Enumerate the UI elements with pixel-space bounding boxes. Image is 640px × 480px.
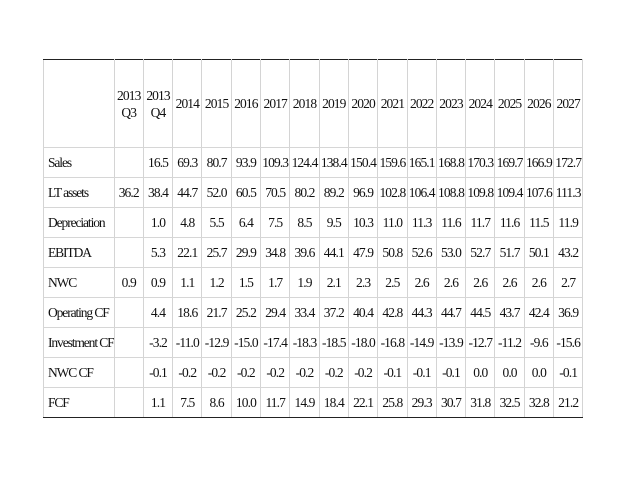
value-cell [114,238,143,268]
value-cell: 1.5 [231,268,260,298]
row-label: Depreciation [44,208,115,238]
value-cell: -18.0 [348,328,377,358]
value-cell: 37.2 [319,298,348,328]
value-cell [114,148,143,178]
value-cell: 52.0 [202,178,231,208]
value-cell: 165.1 [407,148,436,178]
value-cell: -3.2 [143,328,172,358]
table-row [44,208,583,238]
column-header [290,60,319,148]
column-header [173,60,202,148]
column-year: 2013 [146,87,170,103]
value-cell: 2.6 [495,268,524,298]
value-cell: 80.7 [202,148,231,178]
column-year: 2023 [439,96,463,111]
value-cell: 32.8 [524,388,553,418]
value-cell [114,208,143,238]
value-cell: 0.9 [143,268,172,298]
row-label: Sales [44,148,115,178]
value-cell: 5.5 [202,208,231,238]
column-header [554,60,583,148]
value-cell: 107.6 [524,178,553,208]
value-cell: 109.4 [495,178,524,208]
value-cell: 42.4 [524,298,553,328]
value-cell: 44.7 [173,178,202,208]
column-year: 2017 [263,96,287,111]
value-cell: 1.9 [290,268,319,298]
value-cell: 2.6 [466,268,495,298]
value-cell: 2.7 [554,268,583,298]
value-cell: 11.7 [261,388,290,418]
row-label: Investment CF [44,328,115,358]
value-cell [114,358,143,388]
table-row [44,238,583,268]
header-row [44,60,583,148]
value-cell: 2.1 [319,268,348,298]
column-year: 2013 [117,87,141,103]
column-period: Q4 [150,104,166,120]
value-cell: 11.3 [407,208,436,238]
value-cell: 47.9 [348,238,377,268]
value-cell: 38.4 [143,178,172,208]
table-row [44,148,583,178]
value-cell: 159.6 [378,148,407,178]
value-cell: 11.7 [466,208,495,238]
value-cell: 0.9 [114,268,143,298]
value-cell: 8.5 [290,208,319,238]
row-label: NWC [44,268,115,298]
column-year: 2014 [175,96,200,111]
value-cell: 2.6 [407,268,436,298]
value-cell: 53.0 [436,238,465,268]
value-cell: 106.4 [407,178,436,208]
value-cell: 18.4 [319,388,348,418]
value-cell: 44.5 [466,298,495,328]
value-cell: -0.1 [554,358,583,388]
value-cell: 9.5 [319,208,348,238]
column-header [495,60,524,148]
value-cell: -14.9 [407,328,436,358]
value-cell: 11.9 [554,208,583,238]
value-cell: 34.8 [261,238,290,268]
value-cell: -15.0 [231,328,260,358]
column-period: Q3 [121,104,137,120]
value-cell: -0.2 [173,358,202,388]
value-cell: 42.8 [378,298,407,328]
column-header [466,60,495,148]
value-cell: 51.7 [495,238,524,268]
corner-cell [44,60,115,148]
value-cell: -18.3 [290,328,319,358]
value-cell: 108.8 [436,178,465,208]
column-header [348,60,377,148]
table-row [44,268,583,298]
value-cell: -0.2 [348,358,377,388]
value-cell: 31.8 [466,388,495,418]
value-cell: 111.3 [554,178,583,208]
value-cell: 33.4 [290,298,319,328]
value-cell: -13.9 [436,328,465,358]
value-cell: 2.6 [524,268,553,298]
column-year: 2027 [556,96,580,111]
value-cell: -9.6 [524,328,553,358]
table-row [44,358,583,388]
value-cell: 93.9 [231,148,260,178]
value-cell: -15.6 [554,328,583,358]
value-cell: 109.8 [466,178,495,208]
value-cell: -17.4 [261,328,290,358]
column-header [231,60,260,148]
value-cell: -0.2 [231,358,260,388]
table-body [44,148,583,418]
value-cell [114,328,143,358]
column-header [143,60,172,148]
value-cell: 36.2 [114,178,143,208]
value-cell: 10.0 [231,388,260,418]
value-cell: 43.2 [554,238,583,268]
value-cell: 36.9 [554,298,583,328]
row-label: FCF [44,388,115,418]
value-cell [114,388,143,418]
value-cell: 4.8 [173,208,202,238]
value-cell: 1.1 [173,268,202,298]
value-cell: 172.7 [554,148,583,178]
value-cell: 96.9 [348,178,377,208]
value-cell: 32.5 [495,388,524,418]
column-year: 2021 [380,96,405,111]
value-cell: -0.1 [378,358,407,388]
value-cell: 29.3 [407,388,436,418]
value-cell: -0.1 [407,358,436,388]
value-cell: 69.3 [173,148,202,178]
value-cell: 124.4 [290,148,319,178]
value-cell: 166.9 [524,148,553,178]
value-cell: 169.7 [495,148,524,178]
column-year: 2016 [234,96,258,111]
column-year: 2019 [322,96,346,111]
value-cell: -0.2 [290,358,319,388]
value-cell: 170.3 [466,148,495,178]
value-cell: 25.2 [231,298,260,328]
column-header [378,60,407,148]
value-cell: 1.1 [143,388,172,418]
value-cell: 7.5 [173,388,202,418]
value-cell: 50.1 [524,238,553,268]
row-label: NWC CF [44,358,115,388]
value-cell: -0.2 [202,358,231,388]
cash-flow-table [43,59,583,418]
value-cell: 14.9 [290,388,319,418]
value-cell: 25.7 [202,238,231,268]
value-cell: 16.5 [143,148,172,178]
row-label: Operating CF [44,298,115,328]
table-row [44,178,583,208]
table-row [44,388,583,418]
column-year: 2024 [468,96,492,111]
value-cell: 39.6 [290,238,319,268]
value-cell: 4.4 [143,298,172,328]
value-cell: 168.8 [436,148,465,178]
value-cell: 150.4 [348,148,377,178]
value-cell: 11.0 [378,208,407,238]
value-cell: -12.9 [202,328,231,358]
value-cell: -12.7 [466,328,495,358]
table-row [44,298,583,328]
value-cell: 5.3 [143,238,172,268]
value-cell: 22.1 [348,388,377,418]
value-cell: -18.5 [319,328,348,358]
value-cell: 10.3 [348,208,377,238]
value-cell: 29.4 [261,298,290,328]
value-cell: 18.6 [173,298,202,328]
value-cell: 2.5 [378,268,407,298]
value-cell: 60.5 [231,178,260,208]
value-cell: 1.0 [143,208,172,238]
value-cell: 30.7 [436,388,465,418]
value-cell: 6.4 [231,208,260,238]
value-cell: 1.7 [261,268,290,298]
value-cell: 80.2 [290,178,319,208]
value-cell: 70.5 [261,178,290,208]
value-cell: 44.3 [407,298,436,328]
value-cell: 109.3 [261,148,290,178]
value-cell: 138.4 [319,148,348,178]
value-cell: 2.6 [436,268,465,298]
column-header [436,60,465,148]
value-cell: -16.8 [378,328,407,358]
value-cell: 21.7 [202,298,231,328]
column-header [261,60,290,148]
column-header [114,60,143,148]
column-year: 2026 [527,96,551,111]
value-cell: 52.7 [466,238,495,268]
column-year: 2022 [409,96,434,111]
value-cell: -0.1 [143,358,172,388]
table-row [44,328,583,358]
row-label: LT assets [44,178,115,208]
value-cell: 44.1 [319,238,348,268]
value-cell: 11.6 [436,208,465,238]
value-cell: 11.5 [524,208,553,238]
value-cell: 0.0 [524,358,553,388]
value-cell: 25.8 [378,388,407,418]
value-cell [114,298,143,328]
value-cell: 52.6 [407,238,436,268]
value-cell: -0.1 [436,358,465,388]
value-cell: 7.5 [261,208,290,238]
value-cell: -11.2 [495,328,524,358]
value-cell: 40.4 [348,298,377,328]
value-cell: 2.3 [348,268,377,298]
value-cell: 102.8 [378,178,407,208]
value-cell: 0.0 [495,358,524,388]
column-year: 2015 [204,96,229,111]
column-header [524,60,553,148]
column-header [407,60,436,148]
column-year: 2025 [497,96,522,111]
value-cell: 21.2 [554,388,583,418]
row-label: EBITDA [44,238,115,268]
value-cell: 29.9 [231,238,260,268]
value-cell: 50.8 [378,238,407,268]
value-cell: 44.7 [436,298,465,328]
value-cell: 1.2 [202,268,231,298]
value-cell: 89.2 [319,178,348,208]
value-cell: 8.6 [202,388,231,418]
column-year: 2018 [292,96,317,111]
value-cell: 22.1 [173,238,202,268]
value-cell: -0.2 [319,358,348,388]
column-header [319,60,348,148]
value-cell: -11.0 [173,328,202,358]
column-header [202,60,231,148]
value-cell: 0.0 [466,358,495,388]
column-year: 2020 [351,96,375,111]
value-cell: 43.7 [495,298,524,328]
value-cell: 11.6 [495,208,524,238]
value-cell: -0.2 [261,358,290,388]
